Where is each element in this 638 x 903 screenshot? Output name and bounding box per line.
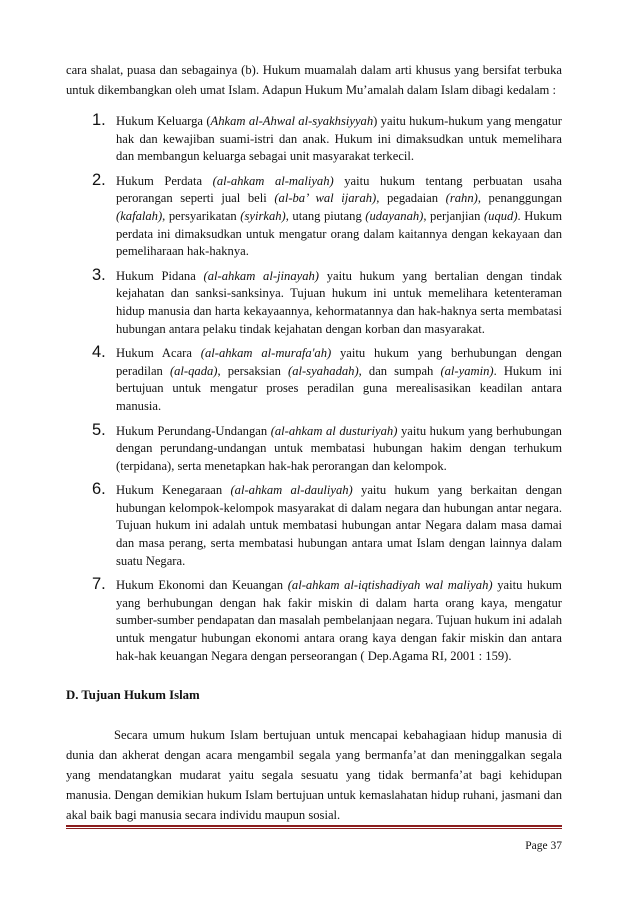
list-item-number: 1. [92,111,106,129]
footer-rule-thin [66,828,562,829]
list-item-number: 5. [92,420,106,439]
list-item-text: Hukum Acara (al-ahkam al-murafa'ah) yaitu hukum yang berhubungan dengan peradilan (al-qada), persaksian (al-syahadah), dan sumpah (al-yamin). Hukum ini bertujuan untuk mengatur proses peradilan guna merealisasikan keadilan antara manusia. [116,346,562,413]
list-item-number: 3. [92,265,106,284]
list-item-text: Hukum Kenegaraan (al-ahkam al-dauliyah) yaitu hukum yang berkaitan dengan hubungan kelompok-kelompok masyarakat di dalam negara dan hubungan antar negara. Tujuan hukum ini adalah untuk membatasi hubungan antar Negara dalam masa damai dan masa perang, serta membatasi hubungan antara umat Islam dengan lainnya dalam suatu Negara. [116,483,562,568]
list-item-number: 2. [92,170,106,189]
list-item [66,170,563,261]
footer-rule-thick [66,825,562,827]
list-item [66,265,563,338]
list-item [66,420,562,476]
page-number: Page 37 [525,840,562,852]
list-item [66,345,562,415]
list-item-text: Hukum Perundang-Undangan (al-ahkam al dusturiyah) yaitu hukum yang berhubungan dengan perundang-undangan untuk membatasi hubungan hakim dengan terhukum (terpidana), serta menetapkan hak-hak perorangan dan kelompok. [116,423,562,473]
list-item [66,482,562,570]
list-item [66,577,562,665]
page-body [66,60,562,825]
list-item-text: Hukum Ekonomi dan Keuangan (al-ahkam al-iqtishadiyah wal maliyah) yaitu hukum yang berhubungan dengan hak fakir miskin di dalam harta orang kaya, mengatur sumber-sumber pendapatan dan masalah pembelanjaan negara. Tujuan hukum ini adalah untuk mengatur hubungan ekonomi antara orang kaya dengan fakir miskin dan antara hak-hak keuangan Negara dengan perseorangan ( Dep.Agama RI, 2001 : 159). [116,578,562,663]
intro-paragraph: cara shalat, puasa dan sebagainya (b). Hukum muamalah dalam arti khusus yang bersifat terbuka untuk dikembangkan oleh umat Islam. Adapun Hukum Mu’amalah dalam Islam dibagi kedalam : [66,63,562,97]
list-item [66,113,562,166]
hukum-muamalah-list [66,113,562,665]
list-item-text: Hukum Keluarga (Ahkam al-Ahwal al-syakhsiyyah) yaitu hukum-hukum yang mengatur hak dan kewajiban suami-istri dan anak. Hukum ini dimaksudkan untuk memelihara dan membangun keluarga sebagai unit masyarakat terkecil. [116,114,562,164]
list-item-number: 7. [92,575,106,594]
list-item-text: Hukum Perdata (al-ahkam al-maliyah) yaitu hukum tentang perbuatan usaha perorangan seperti jual beli (al-ba’ wal ijarah), pegadaian (rahn), penanggungan (kafalah), persyarikatan (syirkah), utang piutang (udayanah), perjanjian (uqud). Hukum perdata ini dimaksudkan untuk mengatur orang dalam kaitannya dengan kekayaan dan pemeliharaan hak-haknya. [116,173,563,259]
closing-paragraph: Secara umum hukum Islam bertujuan untuk mencapai kebahagiaan hidup manusia di dunia dan akherat dengan acara mengambil segala yang bermanfa’at dan meninggalkan segala yang mendatangkan mudarat yaitu segala sesuatu yang tidak bermanfa’at bagi kehidupan manusia. Dengan demikian hukum Islam bertujuan untuk kemaslahatan hidup ruhani, jasmani dan akal baik bagi manusia secara individu maupun sosial. [66,728,562,823]
list-item-text: Hukum Pidana (al-ahkam al-jinayah) yaitu hukum yang bertalian dengan tindak kejahatan dan sanksi-sanksinya. Tujuan hukum ini untuk memelihara ketenteraman hidup manusia dan harta kekayaannya, kehormatannya dan hak-haknya serta membatasi hubungan antara pelaku tindak kejahatan dengan korban dan masyarakat. [116,268,563,336]
list-item-number: 6. [92,480,106,499]
section-heading: D. Tujuan Hukum Islam [66,688,200,703]
list-item-number: 4. [92,343,106,362]
